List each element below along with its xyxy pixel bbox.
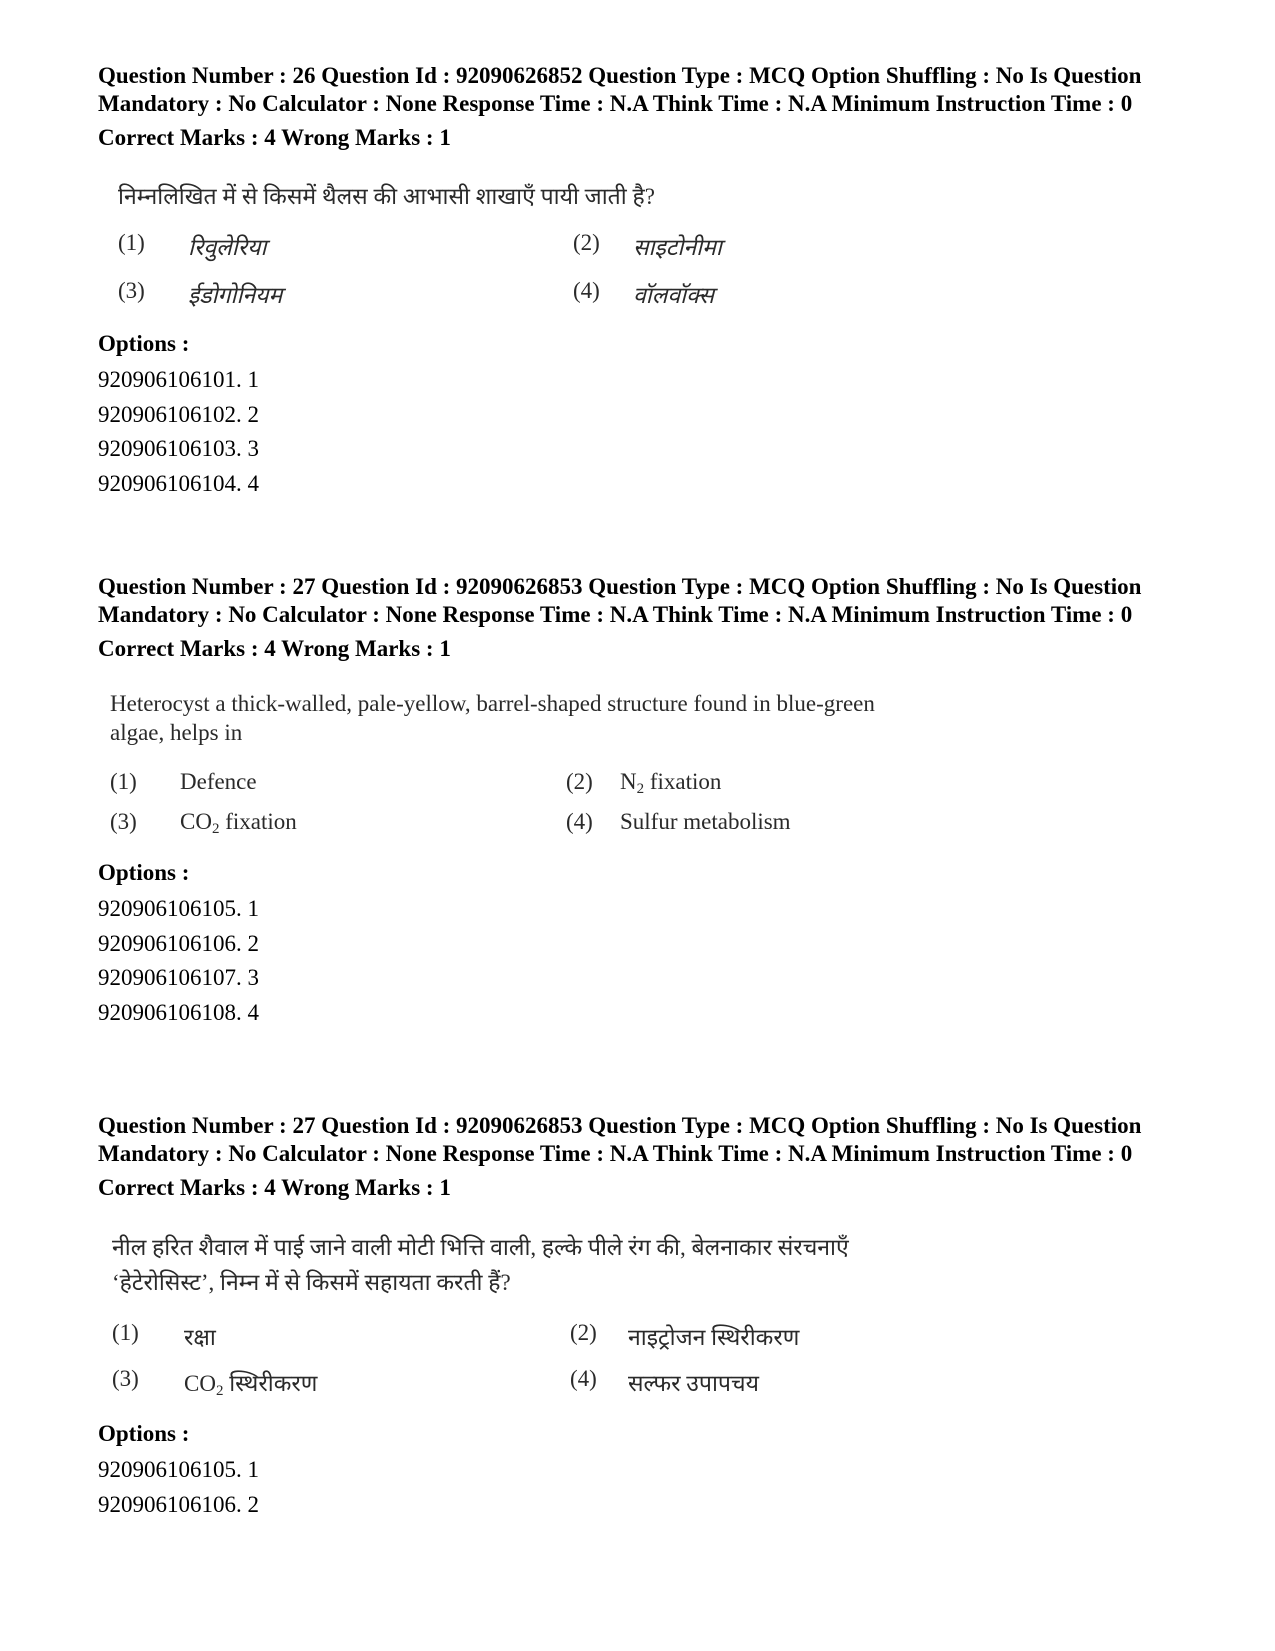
question-meta: Question Number : 27 Question Id : 92090626853 Question Type : MCQ Option Shuffling : No Is Question Mandatory : No Calculator : None Response Time : N.A Think Time : N.A Minimum Instruction Time : 0	[98, 574, 1142, 627]
choice-text: साइटोनीमा	[633, 235, 722, 260]
choice-number: (4)	[570, 1366, 597, 1391]
options-label: Options :	[98, 1421, 190, 1446]
option-line: 920906106105. 1	[98, 896, 259, 921]
question-image	[98, 152, 1098, 312]
question-block-26	[98, 62, 1188, 501]
choice-number: (4)	[566, 809, 593, 834]
question-meta: Question Number : 26 Question Id : 92090626852 Question Type : MCQ Option Shuffling : No Is Question Mandatory : No Calculator : None Response Time : N.A Think Time : N.A Minimum Instruction Time : 0	[98, 63, 1142, 116]
choice-text: रक्षा	[184, 1325, 216, 1350]
option-line: 920906106105. 1	[98, 1457, 259, 1482]
choice-text: सल्फर उपापचय	[628, 1371, 759, 1396]
question-marks: Correct Marks : 4 Wrong Marks : 1	[98, 1175, 451, 1200]
choice-text: Sulfur metabolism	[620, 809, 791, 834]
options-label: Options :	[98, 331, 190, 356]
choice-number: (1)	[118, 230, 145, 255]
option-line: 920906106108. 4	[98, 999, 259, 1025]
choice-number: (2)	[570, 1320, 597, 1345]
question-block-27-en	[98, 573, 1188, 1030]
choice-number: (4)	[573, 278, 600, 303]
question-stem-line-1: Heterocyst a thick-walled, pale-yellow, barrel-shaped structure found in blue-green	[110, 691, 875, 716]
choice-number: (2)	[573, 230, 600, 255]
choice-text: $N_2$ fixation	[620, 769, 722, 797]
question-stem: निम्नलिखित में से किसमें थैलस की आभासी शाखाएँ पायी जाती है?	[118, 184, 655, 209]
option-line: 920906106103. 3	[98, 436, 259, 461]
question-meta: Question Number : 27 Question Id : 92090626853 Question Type : MCQ Option Shuffling : No Is Question Mandatory : No Calculator : None Response Time : N.A Think Time : N.A Minimum Instruction Time : 0	[98, 1113, 1142, 1166]
choice-text: $CO_2$ स्थिरीकरण	[184, 1371, 318, 1399]
option-line: 920906106101. 1	[98, 367, 259, 392]
choice-text: Defence	[180, 769, 257, 794]
options-label: Options :	[98, 860, 190, 885]
choice-number: (2)	[566, 769, 593, 794]
option-line: 920906106106. 2	[98, 930, 259, 956]
choice-number: (1)	[110, 769, 137, 794]
choice-text: नाइट्रोजन स्थिरीकरण	[628, 1325, 800, 1350]
question-marks: Correct Marks : 4 Wrong Marks : 1	[98, 125, 451, 150]
question-stem-line-2: algae, helps in	[110, 720, 243, 745]
option-line: 920906106104. 4	[98, 470, 259, 496]
option-line: 920906106102. 2	[98, 401, 259, 427]
choice-number: (3)	[112, 1366, 139, 1391]
option-line: 920906106106. 2	[98, 1491, 259, 1517]
question-block-27-hi	[98, 1112, 1188, 1522]
option-line: 920906106107. 3	[98, 965, 259, 990]
question-image	[98, 1202, 1098, 1398]
choice-number: (3)	[118, 278, 145, 303]
choice-text: $CO_2$ fixation	[180, 809, 297, 837]
choice-text: रिवुलेरिया	[188, 235, 267, 260]
question-marks: Correct Marks : 4 Wrong Marks : 1	[98, 636, 451, 661]
choice-number: (3)	[110, 809, 137, 834]
question-image	[98, 663, 1098, 841]
choice-text: वॉलवॉक्स	[633, 283, 715, 308]
question-stem-line-1: नील हरित शैवाल में पाई जाने वाली मोटी भित्ति वाली, हल्के पीले रंग की, बेलनाकार संरचनाएँ	[112, 1235, 849, 1260]
choice-text: ईडोगोनियम	[188, 283, 283, 308]
question-stem-line-2: ‘हेटेरोसिस्ट’, निम्न में से किसमें सहायता करती हैं?	[112, 1270, 511, 1295]
choice-number: (1)	[112, 1320, 139, 1345]
